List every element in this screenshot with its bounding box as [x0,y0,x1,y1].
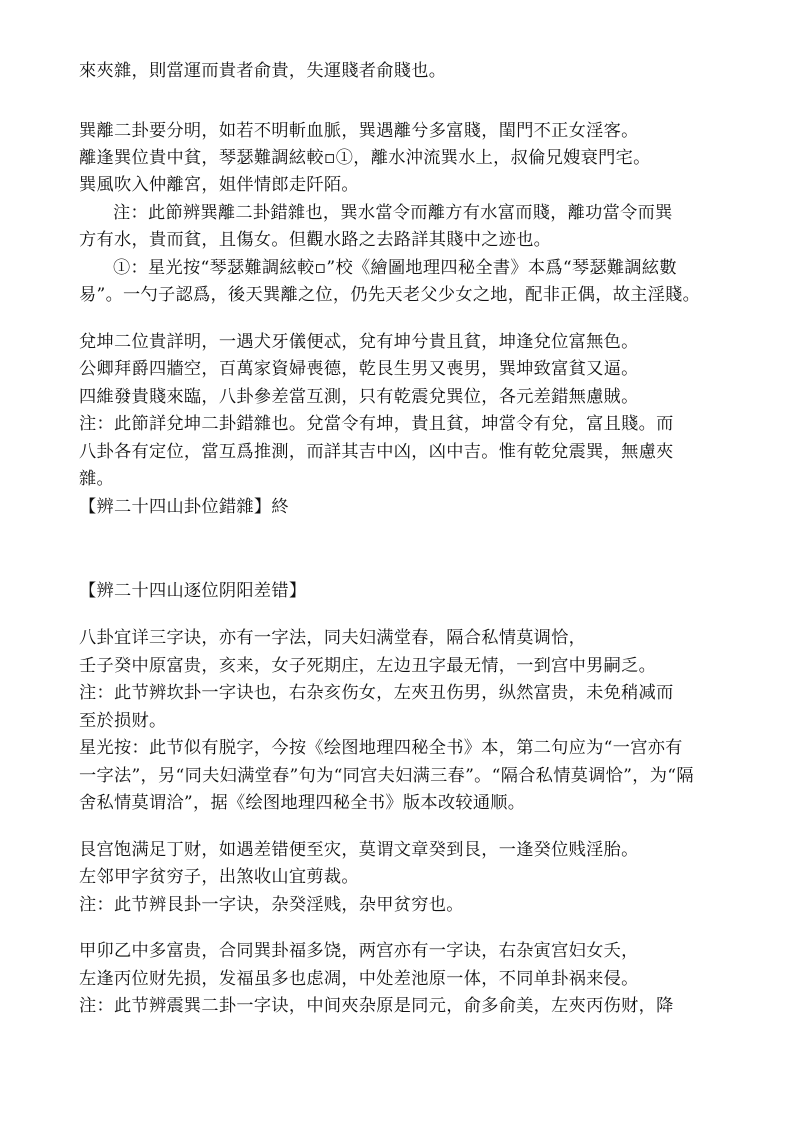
section-heading: 【辨二十四山逐位阴阳差错】 [79,581,307,601]
section-end: 【辨二十四山卦位錯雜】終 [79,497,289,517]
text-line: 注：此节辨震巽二卦一字诀，中间夾杂原是同元，俞多俞美，左夾丙伤财，降 [79,996,674,1016]
text-line: 四維發貴賤來臨，八卦參差當互測，只有乾震兌巽位，各元差錯無慮賊。 [79,387,639,407]
text-line: 甲卯乙中多富贵，合同巽卦福多饶，两宫亦有一字诀，右杂寅宫妇女夭， [79,941,639,961]
text-line: 八卦各有定位，當互爲推測，而詳其吉中凶，凶中吉。惟有乾兌震巽，無慮夾 [79,442,674,462]
text-line: 左邻甲字贫穷子，出煞收山宜剪裁。 [79,867,359,887]
text-line: 巽離二卦要分明，如若不明斬血脈，巽遇離兮多富賤，閨門不正女淫客。 [79,121,639,141]
text-line: 注：此节辨坎卦一字诀也，右杂亥伤女，左夾丑伤男，纵然富贵，未免稍减而 [79,683,674,703]
text-line: 一字法”，另“同夫妇满堂春”句为“同宫夫妇满三春”。“隔合私情莫调恰”，为“隔 [79,766,694,786]
text-line: 注：此節詳兌坤二卦錯雜也。兌當令有坤，貴且貧，坤當令有兌，富且賤。而 [79,414,674,434]
text-line: 兌坤二位貴詳明，一遇犬牙儀便忒，兌有坤兮貴且貧，坤逢兌位富無色。 [79,332,639,352]
text-line: 公卿拜爵四牆空，百萬家資婦喪德，乾艮生男又喪男，巽坤致富貧又逼。 [79,359,639,379]
text-line: 星光按：此节似有脱字，今按《绘图地理四秘全书》本，第二句应为“一宫亦有 [79,738,683,758]
text-line: 離逢巽位貴中貧，琴瑟難調絃較▫①，離水沖流巽水上，叔倫兄嫂衰門宅。 [79,148,651,168]
text-line: 舍私情莫谓洽”，据《绘图地理四秘全书》版本改较通顺。 [79,793,526,813]
footnote-line: ①：星光按“琴瑟難調絃較▫”校《繪圖地理四秘全書》本爲“琴瑟難調絃數 [113,258,677,278]
text-line: 注：此節辨巽離二卦錯雜也，巽水當令而離方有水富而賤，離功當令而巽 [113,203,673,223]
text-line: 來夾雜，則當運而貴者俞貴，失運賤者俞賤也。 [79,61,447,81]
text-line: 左逢丙位财先损，发福虽多也虑凋，中处差池原一体，不同单卦祸来侵。 [79,969,639,989]
text-line: 艮宫饱满足丁财，如遇差错便至灾，莫谓文章癸到艮，一逢癸位贱淫胎。 [79,840,639,860]
text-line: 八卦宜详三字诀，亦有一字法，同夫妇满堂春，隔合私情莫调恰， [79,628,587,648]
text-line: 巽風吹入仲離宮，姐伴情郎走阡陌。 [79,175,359,195]
footnote-line: 易”。一勺子認爲，後天巽離之位，仍先天老父少女之地，配非正偶，故主淫賤。 [79,285,701,305]
text-line: 壬子癸中原富贵，亥来，女子死期庄，左边丑字最无情，一到宫中男嗣乏。 [79,656,657,676]
text-line: 雜。 [79,469,114,489]
text-line: 注：此节辨艮卦一字诀，杂癸淫贱，杂甲贫穷也。 [79,895,464,915]
text-line: 至於损财。 [79,711,167,731]
text-line: 方有水，貴而貧，且傷女。但觀水路之去路詳其賤中之迹也。 [79,230,552,250]
